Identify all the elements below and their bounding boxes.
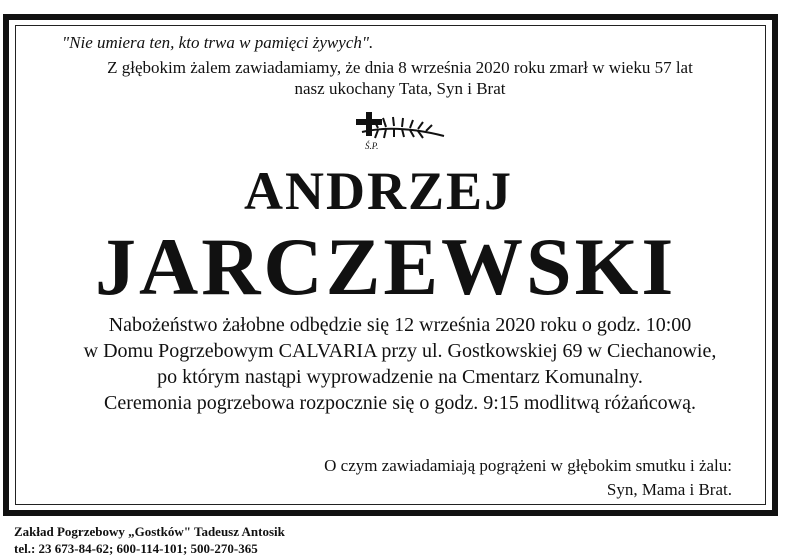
cross-with-palm-branch-icon — [348, 110, 448, 142]
funeral-home-phones: tel.: 23 673-84-62; 600-114-101; 500-270-365 — [14, 541, 258, 556]
funeral-home-name: Zakład Pogrzebowy „Gostków" Tadeusz Antosik — [14, 524, 285, 539]
first-name: ANDRZEJ — [244, 161, 514, 221]
service-line-1: Nabożeństwo żałobne odbędzie się 12 września 2020 roku o godz. 10:00 — [108, 314, 692, 336]
memorial-quote: "Nie umiera ten, kto trwa w pamięci żywych". — [62, 33, 374, 52]
service-line-4: Ceremonia pogrzebowa rozpocznie się o godz. 9:15 modlitwą różańcową. — [103, 392, 696, 414]
sp-abbreviation: Ś.P. — [365, 141, 379, 151]
intro-line-2: nasz ukochany Tata, Syn i Brat — [294, 79, 506, 98]
last-name: JARCZEWSKI — [95, 221, 677, 312]
service-line-2: w Domu Pogrzebowym CALVARIA przy ul. Gostkowskiej 69 w Ciechanowie, — [83, 340, 717, 362]
mourners-line: O czym zawiadamiają pogrążeni w głębokim smutku i żalu: — [324, 456, 732, 475]
service-line-3: po którym nastąpi wyprowadzenie na Cmentarz Komunalny. — [157, 366, 643, 388]
intro-line-1: Z głębokim żalem zawiadamiamy, że dnia 8 września 2020 roku zmarł w wieku 57 lat — [107, 58, 693, 77]
mourners-names: Syn, Mama i Brat. — [606, 480, 732, 499]
